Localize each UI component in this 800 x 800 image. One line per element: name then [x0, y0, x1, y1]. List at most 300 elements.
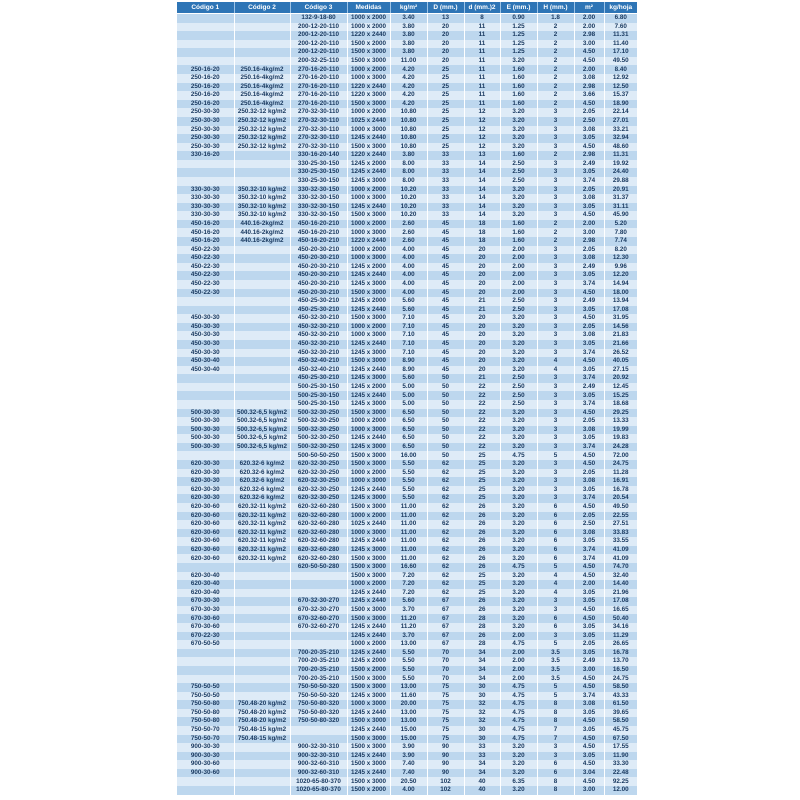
table-cell: 1245 x 3000: [347, 349, 390, 358]
table-cell: 67: [427, 606, 464, 615]
column-header-8: H (mm.): [537, 2, 574, 14]
table-cell: 32: [464, 709, 500, 718]
table-cell: 750-50-70: [177, 726, 234, 735]
table-row: [177, 65, 637, 74]
table-cell: 6: [537, 623, 574, 632]
table-cell: [177, 666, 234, 675]
table-cell: 5.50: [390, 469, 427, 478]
table-cell: 3: [537, 469, 574, 478]
table-cell: 4.75: [500, 735, 537, 744]
table-cell: 45: [427, 349, 464, 358]
table-cell: 4.50: [574, 503, 604, 512]
table-cell: 3.20: [500, 606, 537, 615]
table-cell: 50: [427, 391, 464, 400]
table-cell: 20: [464, 340, 500, 349]
table-row: [177, 31, 637, 40]
table-cell: 3.66: [574, 91, 604, 100]
table-row: [177, 134, 637, 143]
table-cell: 33: [427, 186, 464, 195]
table-cell: 1245 x 2440: [347, 537, 390, 546]
table-cell: 250-30-30: [177, 117, 234, 126]
table-row: [177, 220, 637, 229]
table-cell: 3.20: [500, 57, 537, 66]
table-cell: 440.16-2kg/m2: [234, 237, 290, 246]
table-cell: 3: [537, 374, 574, 383]
table-cell: 750-50-80-320: [290, 700, 347, 709]
table-cell: 450-22-30: [177, 246, 234, 255]
table-cell: 3: [537, 383, 574, 392]
table-cell: 2: [537, 74, 574, 83]
table-cell: 750.48-20 kg/m2: [234, 717, 290, 726]
table-cell: 3: [537, 752, 574, 761]
table-cell: [177, 400, 234, 409]
table-cell: 26: [464, 546, 500, 555]
table-cell: 2: [537, 100, 574, 109]
table-cell: 670-32-60-270: [290, 623, 347, 632]
table-cell: 3: [537, 203, 574, 212]
table-cell: 330-32-30-150: [290, 211, 347, 220]
table-cell: 500-30-30: [177, 417, 234, 426]
table-row: [177, 520, 637, 529]
table-row: [177, 649, 637, 658]
table-cell: 20.50: [390, 777, 427, 786]
table-cell: 3.20: [500, 623, 537, 632]
table-cell: 3: [537, 254, 574, 263]
table-cell: 4: [537, 589, 574, 598]
table-cell: 3.20: [500, 434, 537, 443]
table-cell: 450-30-40: [177, 366, 234, 375]
table-cell: 62: [427, 529, 464, 538]
table-cell: 50: [427, 451, 464, 460]
table-row: [177, 297, 637, 306]
table-cell: 61.50: [604, 700, 637, 709]
table-cell: 34: [464, 675, 500, 684]
table-cell: 3.74: [574, 692, 604, 701]
column-header-0: Código 1: [177, 2, 234, 14]
table-cell: 450-16-20: [177, 220, 234, 229]
table-cell: [234, 760, 290, 769]
table-row: [177, 614, 637, 623]
table-cell: 45: [427, 271, 464, 280]
table-cell: 34: [464, 769, 500, 778]
table-cell: 750-50-70: [177, 735, 234, 744]
table-cell: 12: [464, 126, 500, 135]
table-cell: 16.78: [604, 486, 637, 495]
table-cell: 270-16-20-110: [290, 100, 347, 109]
table-cell: 330-16-20: [177, 151, 234, 160]
table-cell: 31.95: [604, 314, 637, 323]
table-cell: [234, 777, 290, 786]
table-row: [177, 700, 637, 709]
table-row: [177, 357, 637, 366]
table-cell: 750-50-50: [177, 683, 234, 692]
table-cell: 1500 x 3000: [347, 409, 390, 418]
table-cell: 19.92: [604, 160, 637, 169]
table-cell: 3.20: [500, 194, 537, 203]
table-cell: 450-32-40-210: [290, 366, 347, 375]
table-cell: 20: [464, 331, 500, 340]
table-row: [177, 572, 637, 581]
table-cell: 20: [464, 263, 500, 272]
table-cell: 1245 x 3000: [347, 494, 390, 503]
table-row: [177, 597, 637, 606]
table-cell: 3: [537, 743, 574, 752]
table-cell: [234, 357, 290, 366]
table-cell: 1.60: [500, 228, 537, 237]
table-cell: 21.66: [604, 340, 637, 349]
table-cell: 11: [464, 74, 500, 83]
column-header-2: Código 3: [290, 2, 347, 14]
table-cell: 1220 x 2440: [347, 237, 390, 246]
table-cell: 11: [464, 65, 500, 74]
table-cell: 3: [537, 177, 574, 186]
table-cell: [234, 48, 290, 57]
table-cell: 620.32-11 kg/m2: [234, 520, 290, 529]
table-cell: 14: [464, 186, 500, 195]
table-cell: 27.51: [604, 520, 637, 529]
table-cell: 20: [464, 366, 500, 375]
table-cell: 450-32-30-210: [290, 349, 347, 358]
table-cell: [234, 168, 290, 177]
table-cell: 500.32-6,5 kg/m2: [234, 417, 290, 426]
table-cell: 7.10: [390, 323, 427, 332]
table-cell: 3.20: [500, 460, 537, 469]
table-cell: 3.05: [574, 597, 604, 606]
table-cell: 5.60: [390, 306, 427, 315]
table-cell: 4.50: [574, 777, 604, 786]
table-cell: 11: [464, 31, 500, 40]
table-cell: [234, 254, 290, 263]
table-cell: 200-12-20-110: [290, 40, 347, 49]
table-cell: 450-16-20-210: [290, 237, 347, 246]
column-header-1: Código 2: [234, 2, 290, 14]
table-cell: 45: [427, 280, 464, 289]
table-cell: 3: [537, 108, 574, 117]
table-cell: [234, 280, 290, 289]
table-cell: 670-22-30: [177, 632, 234, 641]
table-row: [177, 289, 637, 298]
table-cell: 22: [464, 391, 500, 400]
table-row: [177, 117, 637, 126]
table-row: [177, 563, 637, 572]
table-cell: 1000 x 2000: [347, 14, 390, 23]
table-cell: 4.50: [574, 289, 604, 298]
table-cell: 45: [427, 297, 464, 306]
table-cell: 62: [427, 580, 464, 589]
table-cell: 8.00: [390, 177, 427, 186]
table-cell: 33.30: [604, 760, 637, 769]
table-cell: [177, 786, 234, 795]
table-cell: 3.08: [574, 426, 604, 435]
table-cell: 750-50-50: [177, 692, 234, 701]
table-cell: 62: [427, 503, 464, 512]
table-cell: 67: [427, 640, 464, 649]
table-cell: [234, 597, 290, 606]
table-cell: 4.50: [574, 57, 604, 66]
table-cell: 3: [537, 186, 574, 195]
table-cell: [234, 366, 290, 375]
table-cell: 45: [427, 366, 464, 375]
table-cell: [177, 23, 234, 32]
table-cell: 200-32-25-110: [290, 57, 347, 66]
table-cell: 20: [464, 254, 500, 263]
table-cell: 45: [427, 237, 464, 246]
table-cell: 2.00: [500, 289, 537, 298]
table-cell: 62: [427, 520, 464, 529]
table-cell: 4.50: [574, 760, 604, 769]
table-cell: 3: [537, 314, 574, 323]
table-row: [177, 237, 637, 246]
table-cell: 3: [537, 263, 574, 272]
table-cell: 45: [427, 263, 464, 272]
table-cell: 4.00: [390, 263, 427, 272]
table-cell: 3: [537, 143, 574, 152]
table-row: [177, 529, 637, 538]
table-cell: 14: [464, 177, 500, 186]
table-cell: 21.96: [604, 589, 637, 598]
table-cell: 32: [464, 717, 500, 726]
table-cell: 270-16-20-110: [290, 65, 347, 74]
table-cell: [234, 451, 290, 460]
table-cell: 620-32-60-280: [290, 537, 347, 546]
table-cell: [234, 589, 290, 598]
table-cell: 12.30: [604, 254, 637, 263]
table-cell: [234, 14, 290, 23]
table-cell: 16.78: [604, 649, 637, 658]
table-cell: [234, 632, 290, 641]
table-cell: 1245 x 3000: [347, 400, 390, 409]
table-cell: 70: [427, 657, 464, 666]
table-cell: 330-32-30-150: [290, 186, 347, 195]
column-header-9: m²: [574, 2, 604, 14]
table-cell: 8: [537, 786, 574, 795]
table-cell: 34.16: [604, 623, 637, 632]
table-cell: 500-25-30-150: [290, 383, 347, 392]
table-cell: [234, 151, 290, 160]
table-cell: 3.08: [574, 194, 604, 203]
table-cell: 8.40: [604, 65, 637, 74]
table-cell: 13: [464, 151, 500, 160]
table-cell: 2.50: [500, 400, 537, 409]
table-cell: 4.75: [500, 563, 537, 572]
table-cell: 62: [427, 477, 464, 486]
table-cell: 3: [537, 160, 574, 169]
table-row: [177, 48, 637, 57]
table-row: [177, 469, 637, 478]
table-cell: 13.00: [390, 683, 427, 692]
table-cell: 1245 x 2440: [347, 340, 390, 349]
table-cell: 500.32-6,5 kg/m2: [234, 426, 290, 435]
table-cell: 3: [537, 289, 574, 298]
table-row: [177, 280, 637, 289]
table-cell: 450-22-30: [177, 263, 234, 272]
table-cell: 900-32-30-310: [290, 752, 347, 761]
table-cell: 1020-65-80-370: [290, 786, 347, 795]
table-cell: 500.32-6,5 kg/m2: [234, 409, 290, 418]
table-cell: 67: [427, 623, 464, 632]
table-cell: 2.05: [574, 323, 604, 332]
table-cell: 2: [537, 65, 574, 74]
table-cell: 500-32-30-250: [290, 417, 347, 426]
table-cell: 1245 x 2440: [347, 726, 390, 735]
table-cell: [290, 640, 347, 649]
table-cell: 26: [464, 529, 500, 538]
table-cell: 12.00: [604, 786, 637, 795]
table-cell: [290, 726, 347, 735]
table-cell: 39.65: [604, 709, 637, 718]
table-cell: 450-32-30-210: [290, 340, 347, 349]
table-cell: 4.50: [574, 48, 604, 57]
table-cell: 27.01: [604, 117, 637, 126]
table-cell: 11: [464, 40, 500, 49]
table-cell: 33: [427, 151, 464, 160]
table-cell: 11.00: [390, 57, 427, 66]
table-cell: [234, 614, 290, 623]
table-cell: 3.20: [500, 366, 537, 375]
table-cell: 3.74: [574, 349, 604, 358]
table-cell: 14: [464, 160, 500, 169]
table-cell: 20: [464, 246, 500, 255]
table-cell: 32.40: [604, 572, 637, 581]
table-cell: 450-30-30: [177, 331, 234, 340]
table-cell: 13.00: [390, 709, 427, 718]
table-cell: 34: [464, 657, 500, 666]
table-cell: 22: [464, 383, 500, 392]
table-cell: 75: [427, 726, 464, 735]
table-cell: 7.10: [390, 349, 427, 358]
table-cell: 4.50: [574, 100, 604, 109]
table-cell: 90: [427, 760, 464, 769]
table-cell: 2.98: [574, 31, 604, 40]
table-cell: 1245 x 3000: [347, 692, 390, 701]
table-cell: 70: [427, 666, 464, 675]
table-cell: 250.32-12 kg/m2: [234, 126, 290, 135]
table-cell: 3: [537, 632, 574, 641]
table-cell: 14: [464, 211, 500, 220]
table-cell: 1.25: [500, 48, 537, 57]
table-cell: 3.05: [574, 434, 604, 443]
table-cell: 4.50: [574, 211, 604, 220]
table-cell: 25: [464, 494, 500, 503]
table-cell: 3.74: [574, 280, 604, 289]
table-cell: [290, 589, 347, 598]
table-cell: 4.50: [574, 717, 604, 726]
table-cell: 13.70: [604, 657, 637, 666]
table-cell: 1500 x 3000: [347, 675, 390, 684]
table-cell: 3.20: [500, 760, 537, 769]
table-cell: 1245 x 2440: [347, 486, 390, 495]
table-cell: 1245 x 2440: [347, 709, 390, 718]
table-cell: 3: [537, 400, 574, 409]
table-cell: 11.00: [390, 503, 427, 512]
table-cell: 1500 x 2000: [347, 786, 390, 795]
table-cell: 41.09: [604, 554, 637, 563]
table-cell: 45: [427, 331, 464, 340]
table-cell: 500-32-30-250: [290, 434, 347, 443]
table-cell: 3.05: [574, 486, 604, 495]
table-cell: 2.05: [574, 417, 604, 426]
table-cell: 2.50: [500, 160, 537, 169]
table-cell: 4.00: [390, 271, 427, 280]
table-cell: 67.50: [604, 735, 637, 744]
table-cell: 3.20: [500, 546, 537, 555]
table-row: [177, 632, 637, 641]
table-cell: 6.50: [390, 434, 427, 443]
table-cell: 750.48-20 kg/m2: [234, 700, 290, 709]
table-cell: [234, 23, 290, 32]
table-cell: 270-32-30-110: [290, 143, 347, 152]
table-cell: 450-20-30-210: [290, 289, 347, 298]
table-cell: 6.50: [390, 409, 427, 418]
table-cell: 440.16-2kg/m2: [234, 220, 290, 229]
table-cell: 45: [427, 246, 464, 255]
table-cell: 92.25: [604, 777, 637, 786]
table-cell: 2.98: [574, 237, 604, 246]
table-cell: 20.91: [604, 186, 637, 195]
table-cell: 26: [464, 520, 500, 529]
table-cell: 3.20: [500, 211, 537, 220]
table-cell: 16.00: [390, 451, 427, 460]
table-cell: 6: [537, 512, 574, 521]
table-cell: 25: [464, 580, 500, 589]
table-cell: 7: [537, 735, 574, 744]
table-cell: 12.92: [604, 74, 637, 83]
table-cell: 17.10: [604, 48, 637, 57]
table-cell: 22.14: [604, 108, 637, 117]
table-cell: 45.75: [604, 726, 637, 735]
table-cell: 70: [427, 649, 464, 658]
table-cell: 30: [464, 735, 500, 744]
table-cell: 11.40: [604, 40, 637, 49]
table-cell: 5: [537, 563, 574, 572]
table-cell: 6.80: [604, 14, 637, 23]
table-cell: 1000 x 2000: [347, 246, 390, 255]
table-cell: 5.00: [390, 400, 427, 409]
table-cell: 2.00: [574, 65, 604, 74]
table-cell: 24.40: [604, 168, 637, 177]
table-cell: 450-16-20-210: [290, 228, 347, 237]
table-row: [177, 503, 637, 512]
table-cell: 33: [427, 160, 464, 169]
table-cell: 4.20: [390, 83, 427, 92]
table-cell: 700-20-35-210: [290, 657, 347, 666]
table-cell: 1500 x 2000: [347, 40, 390, 49]
table-cell: 5.50: [390, 486, 427, 495]
table-cell: 62: [427, 554, 464, 563]
table-cell: 350.32-10 kg/m2: [234, 186, 290, 195]
table-cell: 3: [537, 597, 574, 606]
table-cell: 7.40: [390, 769, 427, 778]
table-row: [177, 126, 637, 135]
table-cell: 16.50: [604, 666, 637, 675]
table-cell: 29.88: [604, 177, 637, 186]
table-cell: 750.48-15 kg/m2: [234, 735, 290, 744]
table-cell: 12: [464, 143, 500, 152]
table-cell: 620.32-11 kg/m2: [234, 512, 290, 521]
table-cell: 500-32-30-250: [290, 443, 347, 452]
table-cell: 11.31: [604, 31, 637, 40]
table-cell: 620.32-6 kg/m2: [234, 477, 290, 486]
table-cell: 2: [537, 151, 574, 160]
table-cell: 700-20-35-210: [290, 675, 347, 684]
table-cell: 5: [537, 640, 574, 649]
column-header-4: kg/m²: [390, 2, 427, 14]
table-cell: 28: [464, 640, 500, 649]
table-body: [177, 14, 637, 795]
table-cell: 62: [427, 563, 464, 572]
table-cell: 2.00: [500, 632, 537, 641]
table-cell: 350.32-10 kg/m2: [234, 203, 290, 212]
